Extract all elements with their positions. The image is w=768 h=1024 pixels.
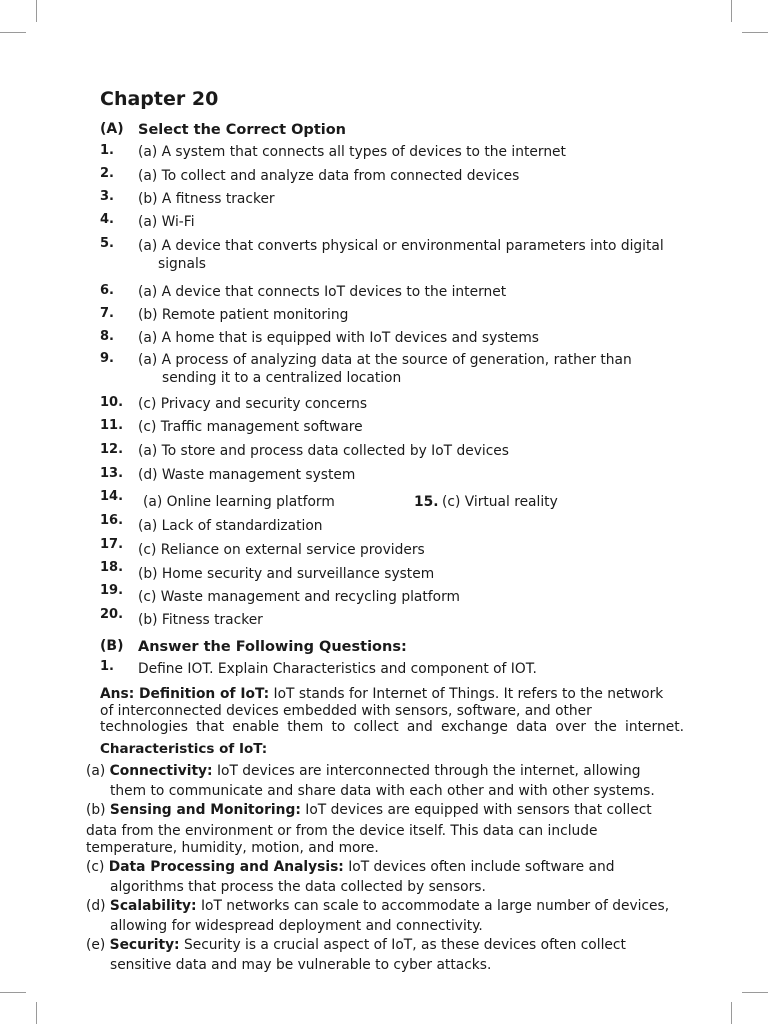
question-number: 1. bbox=[100, 659, 114, 674]
item-answer-line: (a) A process of analyzing data at the source of generation, rather than bbox=[138, 352, 632, 368]
char-text: IoT devices often include software and bbox=[343, 859, 615, 875]
item-answer-continuation: signals bbox=[158, 256, 206, 272]
item-answer-line: (a) A device that converts physical or environmental parameters into digital bbox=[138, 238, 664, 254]
answer-definition bbox=[100, 686, 684, 736]
char-prefix: (b) bbox=[86, 802, 110, 818]
item-answer: (d) Waste management system bbox=[138, 467, 356, 483]
item-number: 3. bbox=[100, 189, 114, 204]
char-label: Connectivity: bbox=[109, 763, 213, 779]
answer-text: of interconnected devices embedded with sensors, software, and other bbox=[100, 702, 592, 719]
item-answer: (a) A home that is equipped with IoT devices and systems bbox=[138, 330, 539, 346]
char-text: them to communicate and share data with each other and with other systems. bbox=[110, 782, 655, 799]
item-number: 11. bbox=[100, 418, 124, 433]
item-answer: (a) To store and process data collected by IoT devices bbox=[138, 443, 509, 459]
char-text: algorithms that process the data collected by sensors. bbox=[110, 878, 486, 895]
item-number: 16. bbox=[100, 513, 124, 528]
item-number: 1. bbox=[100, 143, 114, 158]
item-number: 19. bbox=[100, 583, 124, 598]
char-label: Sensing and Monitoring: bbox=[109, 802, 301, 818]
char-text: IoT devices are interconnected through the internet, allowing bbox=[212, 763, 641, 779]
item-number: 15. bbox=[414, 494, 439, 510]
item-number: 10. bbox=[100, 395, 124, 410]
char-text: IoT devices are equipped with sensors that collect bbox=[300, 802, 652, 818]
answer-label: Ans: Definition of IoT: bbox=[100, 686, 270, 702]
answer-text: technologies that enable them to collect and exchange data over the internet. bbox=[100, 719, 684, 735]
item-answer: (b) Fitness tracker bbox=[138, 612, 263, 628]
item-answer-continuation: sending it to a centralized location bbox=[162, 370, 402, 386]
char-prefix: (e) bbox=[86, 937, 110, 953]
item-number: 12. bbox=[100, 442, 124, 457]
section-a-title: Select the Correct Option bbox=[138, 122, 346, 138]
crop-mark bbox=[731, 0, 732, 22]
item-answer: (c) Reliance on external service providers bbox=[138, 542, 425, 558]
item-answer: (b) Remote patient monitoring bbox=[138, 307, 349, 323]
characteristic-item bbox=[86, 897, 686, 936]
item-number: 9. bbox=[100, 351, 114, 366]
characteristic-item bbox=[86, 801, 686, 857]
char-prefix: (d) bbox=[86, 898, 110, 914]
answer-text: IoT stands for Internet of Things. It refers to the network bbox=[269, 686, 664, 702]
char-prefix: (a) bbox=[86, 763, 110, 779]
item-answer: (c) Waste management and recycling platform bbox=[138, 589, 460, 605]
item-number: 7. bbox=[100, 306, 114, 321]
char-label: Data Processing and Analysis: bbox=[108, 859, 344, 875]
item-number: 20. bbox=[100, 607, 124, 622]
characteristic-item bbox=[86, 858, 686, 897]
item-answer: (a) A system that connects all types of devices to the internet bbox=[138, 144, 566, 160]
item-number: 8. bbox=[100, 329, 114, 344]
item-answer: (a) Online learning platform bbox=[143, 494, 335, 510]
characteristics-heading: Characteristics of IoT: bbox=[100, 741, 268, 757]
char-text: Security is a crucial aspect of IoT, as these devices often collect bbox=[179, 937, 626, 953]
crop-mark bbox=[36, 0, 37, 22]
crop-mark bbox=[731, 1002, 732, 1024]
characteristic-item bbox=[86, 762, 686, 801]
item-number: 13. bbox=[100, 466, 124, 481]
char-text: data from the environment or from the device itself. This data can include bbox=[86, 822, 598, 839]
char-text: IoT networks can scale to accommodate a large number of devices, bbox=[196, 898, 670, 914]
item-number: 4. bbox=[100, 212, 114, 227]
char-prefix: (c) bbox=[86, 859, 109, 875]
item-answer: (c) Privacy and security concerns bbox=[138, 396, 368, 412]
item-answer: (c) Virtual reality bbox=[442, 494, 558, 510]
item-answer: (a) Wi-Fi bbox=[138, 214, 195, 230]
char-text: sensitive data and may be vulnerable to cyber attacks. bbox=[110, 956, 492, 973]
item-number: 5. bbox=[100, 236, 114, 251]
characteristic-item bbox=[86, 936, 686, 975]
question-text: Define IOT. Explain Characteristics and component of IOT. bbox=[138, 661, 537, 677]
item-number: 17. bbox=[100, 537, 124, 552]
crop-mark bbox=[0, 32, 26, 33]
char-text: allowing for widespread deployment and connectivity. bbox=[110, 917, 483, 934]
item-answer bbox=[138, 238, 664, 272]
chapter-title: Chapter 20 bbox=[100, 88, 219, 110]
section-b-letter: (B) bbox=[100, 638, 124, 654]
crop-mark bbox=[742, 992, 768, 993]
section-b-title: Answer the Following Questions: bbox=[138, 639, 407, 655]
crop-mark bbox=[0, 992, 26, 993]
item-answer: (b) Home security and surveillance system bbox=[138, 566, 435, 582]
item-answer: (a) Lack of standardization bbox=[138, 518, 323, 534]
item-number: 14. bbox=[100, 489, 124, 504]
item-answer: (c) Traffic management software bbox=[138, 419, 363, 435]
char-label: Security: bbox=[109, 937, 180, 953]
item-answer: (b) A fitness tracker bbox=[138, 191, 275, 207]
crop-mark bbox=[36, 1002, 37, 1024]
section-a-letter: (A) bbox=[100, 121, 124, 137]
item-answer: (a) A device that connects IoT devices to the internet bbox=[138, 284, 507, 300]
item-number: 2. bbox=[100, 166, 114, 181]
item-number: 6. bbox=[100, 283, 114, 298]
item-number: 18. bbox=[100, 560, 124, 575]
char-label: Scalability: bbox=[109, 898, 197, 914]
item-answer: (a) To collect and analyze data from connected devices bbox=[138, 168, 520, 184]
char-text: temperature, humidity, motion, and more. bbox=[86, 839, 379, 856]
crop-mark bbox=[742, 32, 768, 33]
item-answer bbox=[138, 352, 632, 386]
